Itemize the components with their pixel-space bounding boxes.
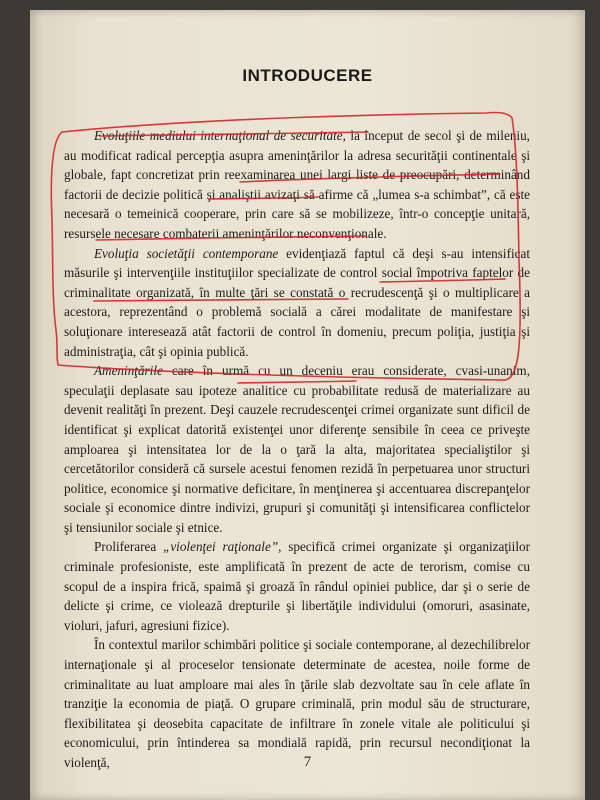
paragraph-5-text: În contextul marilor schimbări politice şi sociale contemporane, al dezechilibrelor internaţionale şi al proceselor tensionate determinate de acestea, noile forme de criminalitate au luat amploare mai ales în ţările slab dezvoltate sau în cele aflate în tranziţie la economia de piaţă. O grupare criminală, prin modul său de structurare, flexibilitatea şi deosebita capacitate de infiltrare în zonele vitale ale politicului şi economicului, prin întinderea sa mondială rapidă, prin recursul necondiţionat la violenţă, [64, 637, 530, 770]
paragraph-3-lead: Ameninţările [94, 363, 163, 379]
paragraph-3 [64, 361, 530, 537]
paragraph-1-text: , la început de secol şi de mileniu, au modificat radical percepţia asupra ameninţărilor la adresa securităţii continentale şi globale, fapt concretizat prin reexaminarea unei largi liste de preocupări, determinând factorii de decizie politică şi analiştii avizaţi să afirme că „lumea s-a schimbat”, că este necesară o temeinică cooperare, prin care să se mobilizeze, într-o concepţie unitară, resursele necesare combaterii ameninţărilor neconvenţionale. [64, 128, 530, 241]
paragraph-1-lead: Evoluţiile mediului internaţional de securitate [94, 128, 343, 143]
paragraph-2-text: evidenţiază faptul că deşi s-au intensificat măsurile şi intervenţiile instituţiilor specializate de control social împotriva faptelor de criminalitate organizată, în multe ţări se constată o recrudescenţă şi o multiplicare a acestora, reprezentând o problemă socială a cărei modalitate de manifestare şi soluţionare interesează atât factorii de control în domeniu, precum poliţia, justiţia şi administraţia, cât şi opinia publică. [64, 245, 530, 359]
page-number: 7 [303, 754, 312, 770]
paragraph-4-text: , specifică crimei organizate şi organizaţiilor criminale profesioniste, este amplificată în prezent de acte de terorism, comise cu scopul de a inspira frică, spaimă şi groază în rândul opiniei publice, dar şi o serie de delicte şi crime, ce violează drepturile şi libertăţile individului (omoruri, asasinate, violuri, jafuri, agresiuni fizice). [64, 539, 530, 633]
paragraph-2-lead: Evoluţia societăţii contemporane [94, 245, 279, 261]
paragraph-3-text: care în urmă cu un deceniu erau considerate, cvasi-unanim, speculaţii deplasate sau ipoteze analitice cu probabilitate redusă de materializare au devenit realităţi în prezent. Deşi cauzele recrudescenţei crimei organizate sunt dificil de identificat şi explicat datorită existenţei unor diferenţe sensibile în ceea ce priveşte amploarea şi intensitatea lor de la o ţară la alta, majoritatea specialiştilor şi cercetătorilor consideră că sursele acestui fenomen rezidă în perpetuarea unor structuri politice, economice şi normative deficitare, în menţinerea şi accentuarea discrepanţelor sociale şi economice dintre indivizi, grupuri şi comunităţi şi intensificarea conflictelor şi tensiunilor sociale şi etnice. [64, 363, 530, 535]
paragraph-2 [64, 244, 530, 362]
book-page [30, 10, 585, 800]
body-text [64, 126, 530, 773]
paragraph-5 [64, 635, 530, 772]
paragraph-4-pre: Proliferarea [94, 539, 163, 555]
paragraph-4 [64, 537, 530, 635]
paragraph-1 [64, 126, 530, 244]
paragraph-4-lead: „violenţei raţionale” [162, 539, 279, 555]
chapter-title: INTRODUCERE [242, 66, 373, 85]
